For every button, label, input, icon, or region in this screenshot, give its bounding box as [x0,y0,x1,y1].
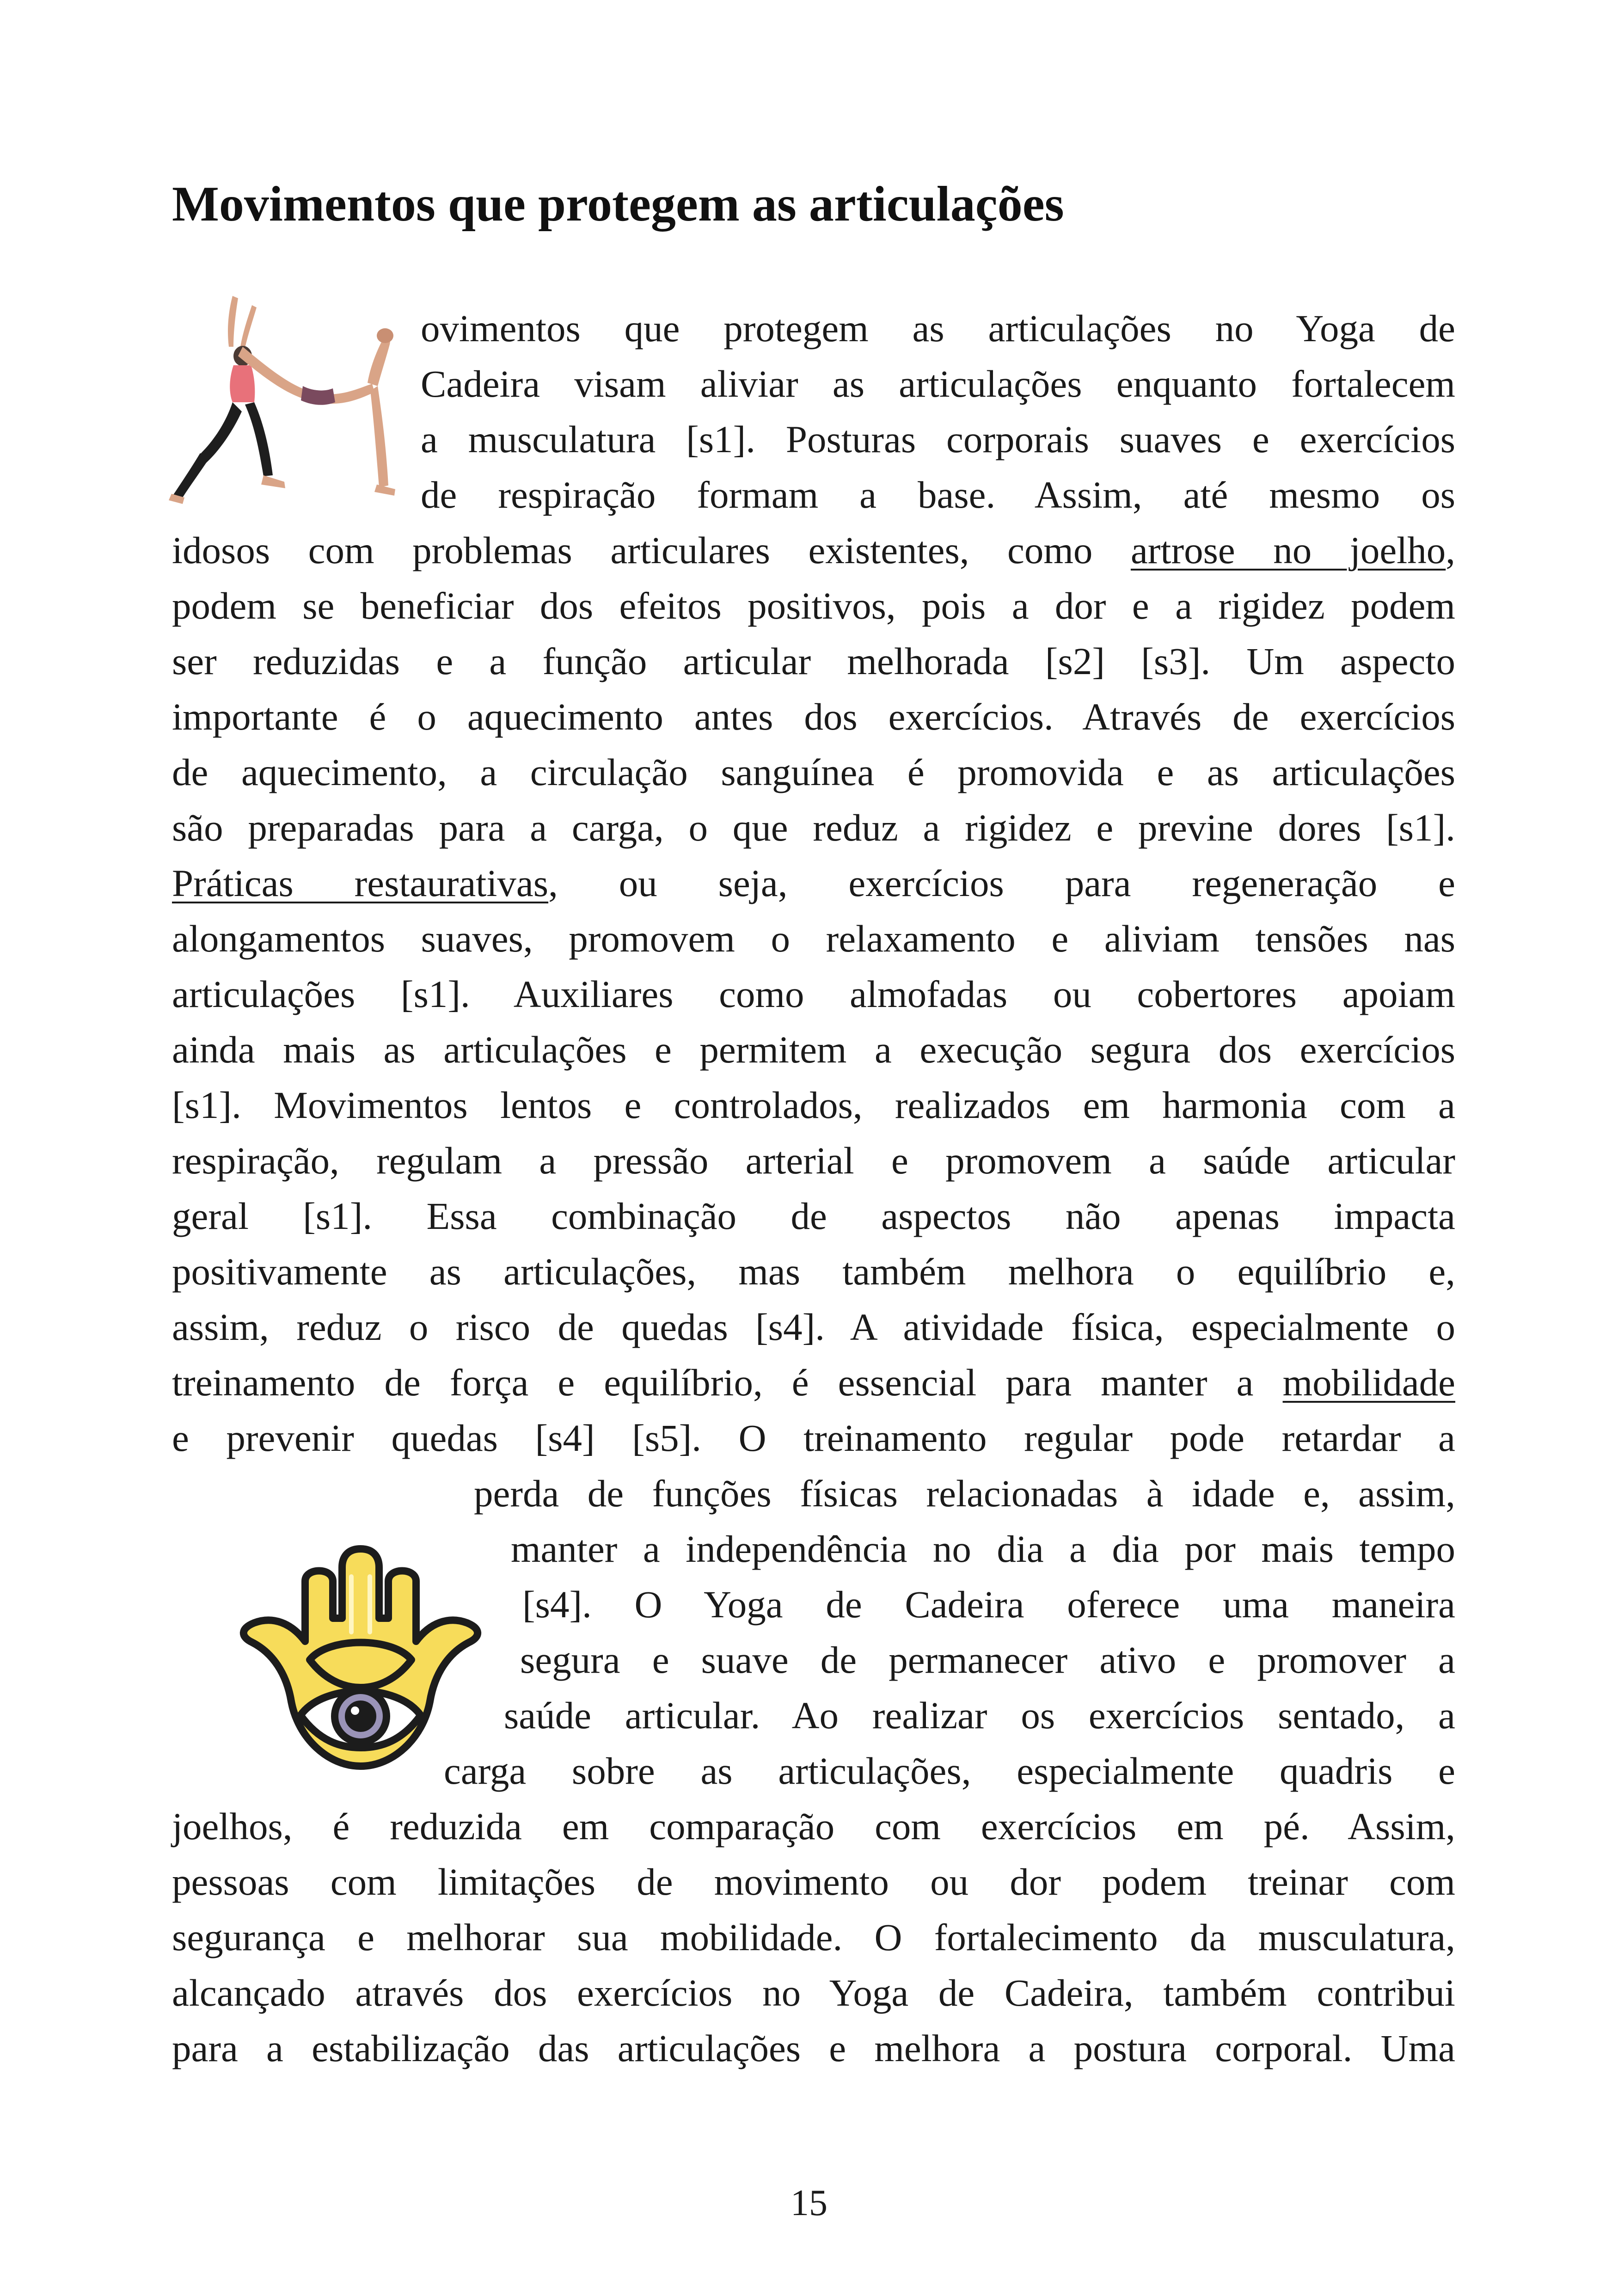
text-line: manter a independência no dia a dia por mais tempo [511,1528,1455,1570]
text-line: [s4]. O Yoga de Cadeira oferece uma maneira [522,1583,1455,1626]
text-line: idosos com problemas articulares existentes, como artrose no joelho, [172,529,1455,571]
text-line: geral [s1]. Essa combinação de aspectos não apenas impacta [172,1195,1455,1237]
text-line: perda de funções físicas relacionadas à idade e, assim, [474,1472,1455,1515]
yoga-figure-right [238,328,395,496]
text-line: joelhos, é reduzida em comparação com exercícios em pé. Assim, [172,1805,1455,1848]
text-line: a musculatura [s1]. Posturas corporais suaves e exercícios [421,418,1455,460]
text-line: saúde articular. Ao realizar os exercícios sentado, a [504,1694,1455,1737]
text-line: para a estabilização das articulações e melhora a postura corporal. Uma [172,2027,1455,2069]
link-artrose-no-joelho[interactable]: artrose no joelho [1130,529,1446,571]
text-line: ainda mais as articulações e permitem a execução segura dos exercícios [172,1028,1455,1071]
text-line: podem se beneficiar dos efeitos positivos, pois a dor e a rigidez podem [172,584,1455,627]
link-praticas-restaurativas[interactable]: Práticas restaurativas [172,862,549,904]
text-line: [s1]. Movimentos lentos e controlados, realizados em harmonia com a [172,1084,1455,1126]
text-line: carga sobre as articulações, especialmente quadris e [444,1750,1455,1792]
text-line: assim, reduz o risco de quedas [s4]. A atividade física, especialmente o [172,1306,1455,1348]
text-line: Cadeira visam aliviar as articulações enquanto fortalecem [421,362,1455,405]
text-line: articulações [s1]. Auxiliares como almofadas ou cobertores apoiam [172,973,1455,1015]
text-line: treinamento de força e equilíbrio, é essencial para manter a mobilidade [172,1361,1455,1404]
text-line: segurança e melhorar sua mobilidade. O fortalecimento da musculatura, [172,1916,1455,1958]
text-line: positivamente as articulações, mas também melhora o equilíbrio e, [172,1250,1455,1293]
text-line: respiração, regulam a pressão arterial e promovem a saúde articular [172,1139,1455,1182]
text-line: pessoas com limitações de movimento ou dor podem treinar com [172,1860,1455,1903]
hamsa-hand-eye-icon [217,1521,504,1780]
link-mobilidade[interactable]: mobilidade [1282,1361,1455,1404]
text-line: alongamentos suaves, promovem o relaxamento e aliviam tensões nas [172,917,1455,960]
text-line: importante é o aquecimento antes dos exercícios. Através de exercícios [172,695,1455,738]
text-line: alcançado através dos exercícios no Yoga de Cadeira, também contribui [172,1971,1455,2014]
text-line: ser reduzidas e a função articular melhorada [s2] [s3]. Um aspecto [172,640,1455,682]
text-line: são preparadas para a carga, o que reduz a rigidez e previne dores [s1]. [172,806,1455,849]
yoga-figure-left [169,296,285,504]
text-line: ovimentos que protegem as articulações no Yoga de [421,307,1455,350]
page-number: 15 [791,2183,827,2223]
section-heading: Movimentos que protegem as articulações [172,177,1064,232]
text-line: segura e suave de permanecer ativo e promover a [520,1639,1455,1681]
text-line: de aquecimento, a circulação sanguínea é promovida e as articulações [172,751,1455,793]
text-line: de respiração formam a base. Assim, até mesmo os [421,473,1455,516]
yoga-figures-letter-m [164,291,404,509]
text-line: Práticas restaurativas, ou seja, exercícios para regeneração e [172,862,1455,904]
text-line: e prevenir quedas [s4] [s5]. O treinamento regular pode retardar a [172,1417,1455,1459]
